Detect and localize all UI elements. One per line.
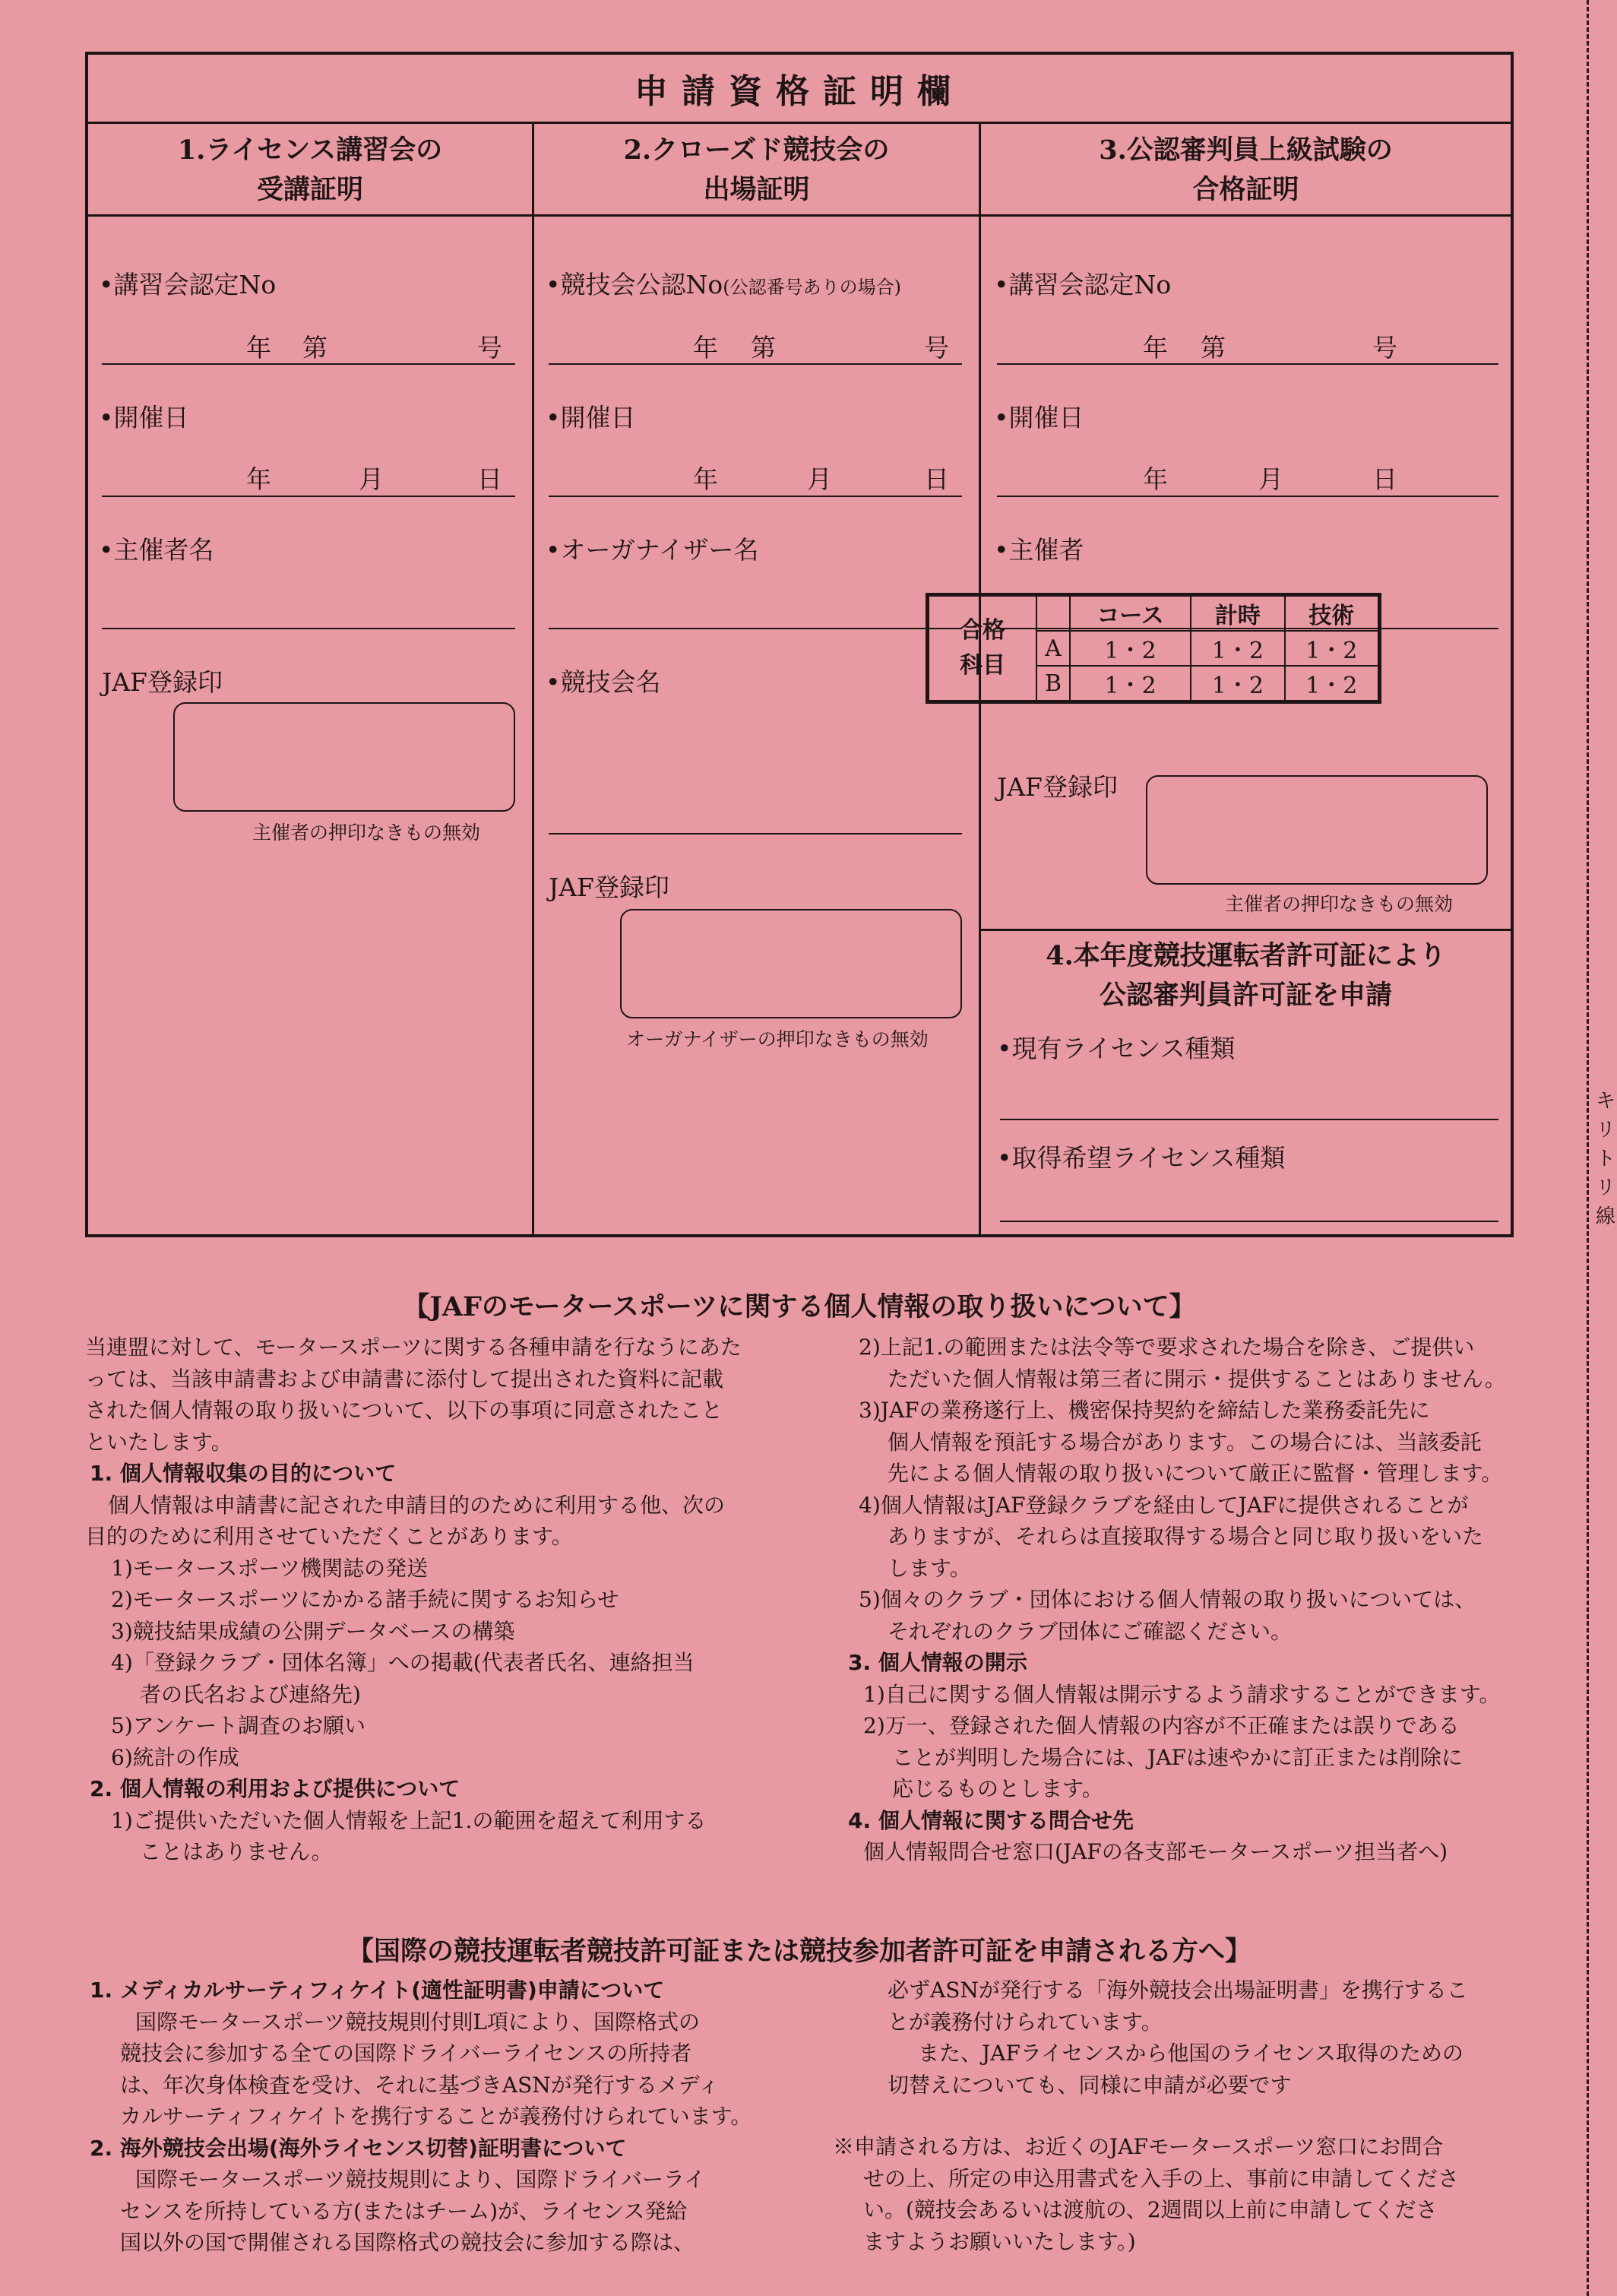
col2-organizer-label: •オーガナイザー名 xyxy=(546,535,759,565)
privacy-s1-heading: 1. 個人情報収集の目的について xyxy=(90,1461,397,1486)
pass-cell[interactable]: 1・2 xyxy=(1191,666,1284,701)
col3-heading: 3.公認審判員上級試験の 合格証明 xyxy=(1099,135,1393,205)
col1-stamp-note: 主催者の押印なきもの無効 xyxy=(252,822,481,844)
col2-date-label: •開催日 xyxy=(546,403,636,432)
privacy-right-column: 2)上記1.の範囲または法令等で要求された場合を除き、ご提供い ただいた個人情報は第三者に開示・提供することはありません。 3)JAFの業務遂行上、機密保持契約を締結した業務委託先に 個人情報を預託する場合があります。この場合には、当該委託 先による個人情報の取り扱いについて厳正に監督・管理します。 4)個人情報はJAF登録クラブを経由してJAFに提供されることが ありますが、それらは直接取得する場合と同じ取り扱いをいた します。 5)個々のクラブ・団体における個人情報の取り扱いについては、 それぞれのクラブ団体にご確認ください。 3. 個人情報の開示 1)自己に関する個人情報は開示するよう請求することができます。 2)万一、登録された個人情報の内容が不正確または誤りである ことが判明した場合には、JAFは速やかに訂正または削除に 応じるものとします。 4. 個人情報に関する問合せ先 個人情報問合せ窓口(JAFの各支部モータースポーツ担当者へ) xyxy=(848,1332,1532,1868)
col2-event-field[interactable] xyxy=(549,833,962,834)
international-right-column: 必ずASNが発行する「海外競技会出場証明書」を携行するこ とが義務付けられています。 また、JAFライセンスから他国のライセンス取得のための 切替えについても、同様に申請が必要です ※申請される方は、お近くのJAFモータースポーツ窓口にお問合 せの上、所定の申込用書式を入手の上、事前に申請してくださ い。(競技会あるいは渡航の、2週間以上前に申請してくださ ますようお願いいたします。) xyxy=(833,1975,1532,2257)
col2-date-field[interactable] xyxy=(549,496,962,497)
cut-line-label: キリトリ線 xyxy=(1596,1090,1616,1228)
pass-header-timing: 計時 xyxy=(1191,596,1284,631)
col1-cert-no-field[interactable] xyxy=(102,363,515,365)
col1-date-field[interactable] xyxy=(102,496,515,497)
divider xyxy=(88,214,1511,217)
col1-cert-no-label: •講習会認定No xyxy=(99,270,277,299)
pass-subject-table xyxy=(926,593,1381,704)
privacy-left-column: 当連盟に対して、モータースポーツに関する各種申請を行なうにあた っては、当該申請書および申請書に添付して提出された資料に記載 された個人情報の取り扱いについて、以下の事項に同意されたこと といたします。 1. 個人情報収集の目的について 個人情報は申請書に記された申請目的のために利用する他、次の 目的のために利用させていただくことがあります。 1)モータースポーツ機関誌の発送 2)モータースポーツにかかる諸手続に関するお知らせ 3)競技結果成績の公開データベースの構築 4)「登録クラブ・団体名簿」への掲載(代表者氏名、連絡担当 者の氏名および連絡先) 5)アンケート調査のお願い 6)統計の作成 2. 個人情報の利用および提供について 1)ご提供いただいた個人情報を上記1.の範囲を超えて利用する ことはありません。 xyxy=(85,1332,769,1868)
pass-header-course: コース xyxy=(1070,596,1191,631)
col4-desired-license-label: •取得希望ライセンス種類 xyxy=(997,1143,1286,1173)
col4-heading: 4.本年度競技運転者許可証により 公認審判員許可証を申請 xyxy=(1046,940,1446,1011)
col2-organizer-field[interactable] xyxy=(549,628,962,629)
pass-header-technique: 技術 xyxy=(1285,596,1378,631)
international-note: ※申請される方は、お近くのJAFモータースポーツ窓口にお問合 xyxy=(833,2134,1444,2159)
col3-stamp-label: JAF登録印 xyxy=(997,772,1118,802)
pass-subject-label: 合格 科目 xyxy=(929,596,1036,701)
privacy-heading: 【JAFのモータースポーツに関する個人情報の取り扱いについて】 xyxy=(403,1291,1196,1322)
form-title: 申請資格証明欄 xyxy=(634,72,964,111)
col1-organizer-field[interactable] xyxy=(102,628,515,629)
col2-cert-no-label: •競技会公認No(公認番号ありの場合) xyxy=(546,270,901,299)
col4-current-license-label: •現有ライセンス種類 xyxy=(997,1034,1236,1063)
international-m1-heading: 1. メディカルサーティフィケイト(適性証明書)申請について xyxy=(90,1978,665,2003)
col2-event-label: •競技会名 xyxy=(546,667,661,697)
perforation-line xyxy=(1587,0,1589,2296)
pass-row-label: B xyxy=(1036,666,1070,701)
col3-stamp-note: 主催者の押印なきもの無効 xyxy=(1225,893,1454,915)
col1-heading: 1.ライセンス講習会の 受講証明 xyxy=(177,135,443,205)
col3-date-label: •開催日 xyxy=(994,403,1084,432)
pass-cell[interactable]: 1・2 xyxy=(1285,666,1378,701)
col4-desired-license-field[interactable] xyxy=(1000,1221,1498,1222)
col3-cert-no-field[interactable] xyxy=(997,363,1498,365)
international-m2-heading: 2. 海外競技会出場(海外ライセンス切替)証明書について xyxy=(90,2135,627,2161)
pass-cell[interactable]: 1・2 xyxy=(1070,666,1191,701)
international-heading: 【国際の競技運転者競技許可証または競技参加者許可証を申請される方へ】 xyxy=(346,1936,1252,1967)
pass-cell[interactable]: 1・2 xyxy=(1070,631,1191,666)
col2-heading: 2.クローズド競技会の 出場証明 xyxy=(623,135,890,205)
col3-organizer-label: •主催者 xyxy=(994,535,1084,565)
pass-cell[interactable]: 1・2 xyxy=(1285,631,1378,666)
col2-cert-no-field[interactable] xyxy=(549,363,962,365)
col3-date-field[interactable] xyxy=(997,496,1498,497)
col3-stamp-box[interactable] xyxy=(1146,775,1488,885)
certification-form: 申請資格証明欄 1.ライセンス講習会の 受講証明 2.クローズド競技会の 出場証明 3.公認審判員上級試験の 合格証明 •講習会認定No 年 第 号 •開催日 年 月 日 •主催者名 JAF登録印 主催者の押印なきもの無効 •競技会公認No(公認番号ありの場合) 年 第 号 •開催日 年 月 日 •オーガナイザー名 •競技会名 JAF登録印 オーガナイザーの押印なきもの無効 •講習会認定No 年 第 号 •開催日 年 月 日 •主催者 JAF登録印 主催者の押印なきもの無効 4.本年度競技運転者許可証により 公認審判員許可証を申請 •現有ライセンス種類 •取得希望ライセンス種類 xyxy=(85,52,1514,1237)
privacy-s3-heading: 3. 個人情報の開示 xyxy=(848,1650,1027,1675)
col2-stamp-label: JAF登録印 xyxy=(549,872,669,902)
col1-stamp-box[interactable] xyxy=(173,702,515,812)
col2-stamp-note: オーガナイザーの押印なきもの無効 xyxy=(626,1028,929,1050)
pass-row-label: A xyxy=(1036,631,1070,666)
divider xyxy=(88,122,1511,124)
divider xyxy=(532,122,534,1237)
col3-cert-no-label: •講習会認定No xyxy=(994,270,1172,299)
col2-stamp-box[interactable] xyxy=(620,909,962,1018)
privacy-s2-heading: 2. 個人情報の利用および提供について xyxy=(90,1776,460,1801)
divider xyxy=(979,929,1511,931)
col4-current-license-field[interactable] xyxy=(1000,1119,1498,1120)
col1-stamp-label: JAF登録印 xyxy=(102,667,223,697)
privacy-s4-heading: 4. 個人情報に関する問合せ先 xyxy=(848,1807,1134,1833)
pass-cell[interactable]: 1・2 xyxy=(1191,631,1284,666)
col1-organizer-label: •主催者名 xyxy=(99,535,214,565)
col1-date-label: •開催日 xyxy=(99,403,189,432)
international-left-column: 1. メディカルサーティフィケイト(適性証明書)申請について 国際モータースポーツ競技規則付則L項により、国際格式の 競技会に参加する全ての国際ドライバーライセンスの所持者 は、年次身体検査を受け、それに基づきASNが発行するメディ カルサーティフィケイトを携行することが義務付けられています。 2. 海外競技会出場(海外ライセンス切替)証明書について 国際モータースポーツ競技規則により、国際ドライバーライ センスを所持している方(またはチーム)が、ライセンス発給 国以外の国で開催される国際格式の競技会に参加する際は、 xyxy=(85,1975,784,2259)
